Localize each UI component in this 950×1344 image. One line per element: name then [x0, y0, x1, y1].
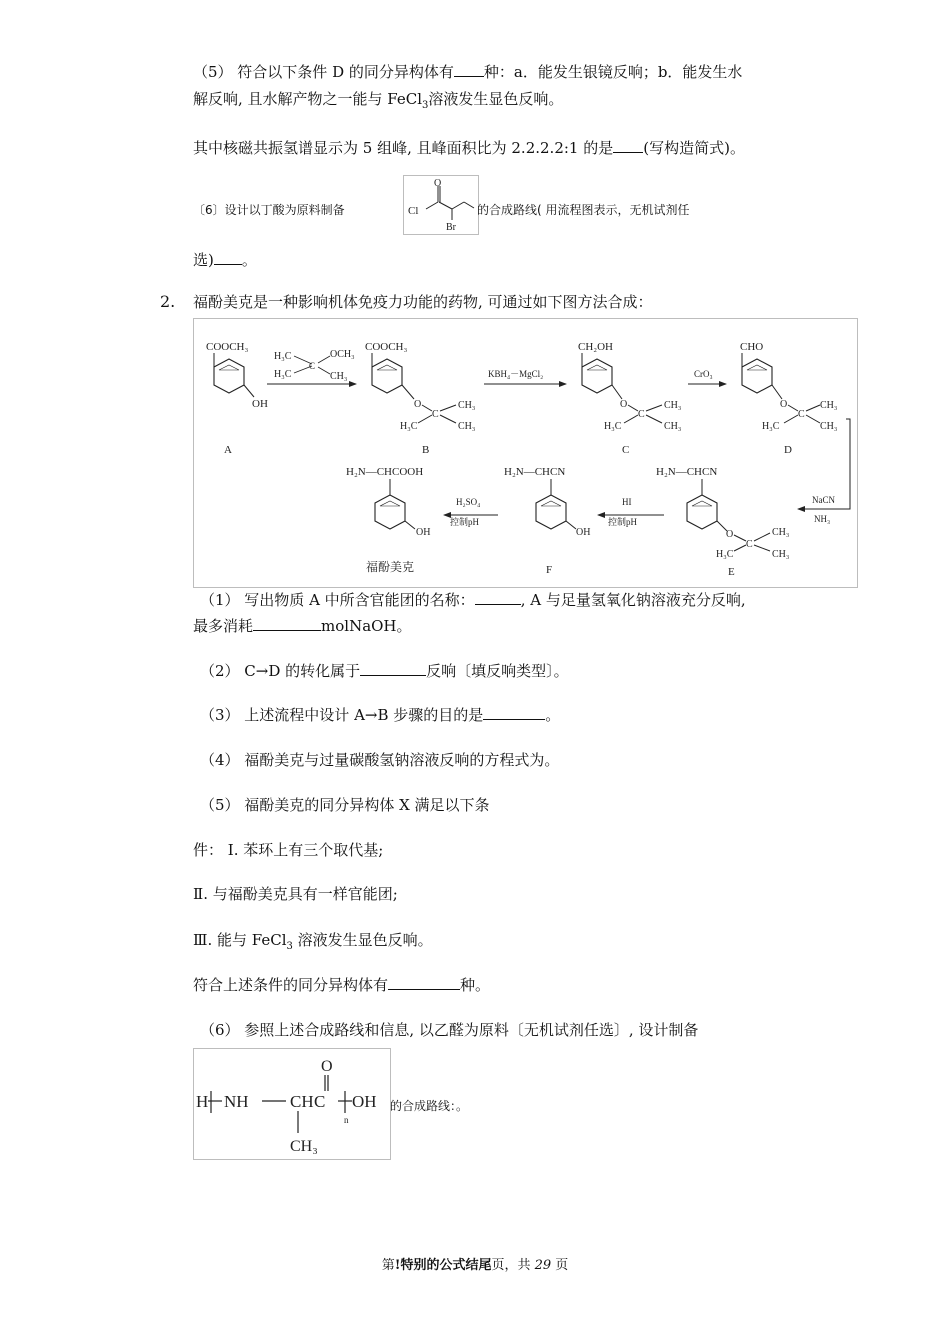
svg-text:控制pH: 控制pH [450, 517, 479, 527]
svg-text:OH: OH [576, 527, 591, 538]
svg-text:C: C [798, 409, 805, 420]
svg-text:CH₃: CH₃ [290, 1138, 318, 1155]
answer-blank[interactable] [388, 975, 460, 990]
problem-intro: 福酚美克是一种影响机体免疫力功能的药物, 可通过如下图方法合成： [193, 293, 653, 311]
svg-text:H₃C: H₃C [274, 369, 292, 380]
svg-text:CH₃: CH₃ [820, 400, 838, 411]
compound-b [365, 341, 475, 456]
compound-d [740, 341, 837, 456]
q5-condition-2: Ⅱ. 与福酚美克具有一样官能团; [193, 885, 398, 903]
svg-text:CrO₃: CrO₃ [694, 369, 713, 379]
q1-line-1: （1） 写出物质 A 中所含官能团的名称： , A 与足量氢氧化钠溶液充分反响, [200, 591, 746, 609]
page-footer: 第!特别的公式结尾页，共 29 页 [381, 1258, 569, 1273]
svg-text:CH₃: CH₃ [330, 371, 348, 382]
bromine-label: Br [446, 222, 456, 233]
svg-text:HI: HI [622, 497, 632, 507]
q3-line: （3） 上述流程中设计 A→B 步骤的目的是 。 [200, 706, 561, 724]
svg-text:O: O [414, 399, 422, 410]
svg-text:NH₃: NH₃ [814, 514, 831, 524]
svg-text:KBH₄－MgCl₂: KBH₄－MgCl₂ [488, 369, 544, 379]
svg-text:CH: CH [290, 1092, 314, 1111]
q5-line-3: 其中核磁共振氢谱显示为 5 组峰, 且峰面积比为 2.2.2.2:1 的是 (写构造简式)。 [193, 139, 745, 157]
answer-blank[interactable] [214, 250, 242, 265]
svg-text:NH: NH [224, 1092, 249, 1111]
svg-text:OH: OH [252, 398, 268, 410]
label-b: B [422, 444, 430, 456]
q6-line-2: 选) 。 [193, 251, 257, 269]
svg-text:CH₃: CH₃ [664, 400, 682, 411]
svg-text:OH: OH [416, 527, 431, 538]
svg-text:CH₂OH: CH₂OH [578, 341, 614, 353]
q2-line: （2） C→D 的转化属于 反响〔填反响类型〕。 [200, 662, 569, 680]
q5-line-1: （5） 符合以下条件 D 的同分异构体有 种：a．能发生银镜反响；b．能发生水 [193, 63, 743, 81]
svg-text:H: H [196, 1092, 209, 1111]
label-d: D [784, 444, 792, 456]
svg-text:C: C [746, 539, 753, 550]
q6-line: （6） 参照上述合成路线和信息, 以乙醛为原料〔无机试剂任选〕, 设计制备 [200, 1021, 699, 1039]
q6-tail-text: 的合成路线：。 [390, 1099, 469, 1113]
svg-text:O: O [780, 399, 788, 410]
svg-text:O: O [620, 399, 628, 410]
svg-text:H₂N—CHCOOH: H₂N—CHCOOH [346, 466, 424, 478]
svg-text:O: O [321, 1058, 333, 1075]
answer-blank[interactable] [454, 62, 484, 77]
svg-text:CH₃: CH₃ [772, 527, 790, 538]
svg-text:控制pH: 控制pH [608, 517, 637, 527]
label-c: C [622, 444, 630, 456]
label-product: 福酚美克 [366, 560, 415, 574]
svg-text:CH₃: CH₃ [772, 549, 790, 560]
svg-text:H₃C: H₃C [762, 421, 780, 432]
svg-text:C: C [314, 1092, 326, 1111]
svg-text:H₃C: H₃C [604, 421, 622, 432]
svg-text:H₂N—CHCN: H₂N—CHCN [504, 466, 566, 478]
svg-text:CH₃: CH₃ [820, 421, 838, 432]
compound-product [346, 466, 430, 574]
svg-text:n: n [344, 1115, 349, 1125]
q5-line-2: 解反响, 且水解产物之一能与 FeCl$_3$溶液发生显色反响。 [193, 90, 564, 111]
svg-text:COOCH₃: COOCH₃ [206, 341, 249, 353]
answer-blank[interactable] [253, 616, 321, 631]
q5-line: （5） 福酚美克的同分异构体 X 满足以下条 [200, 796, 490, 814]
svg-text:H₂SO₄: H₂SO₄ [456, 497, 481, 507]
oxygen-label: O [434, 178, 442, 189]
q5-conclusion: 符合上述条件的同分异构体有 种。 [193, 976, 491, 994]
label-e: E [728, 566, 735, 578]
svg-text:CH₃: CH₃ [458, 400, 476, 411]
svg-text:H₂N—CHCN: H₂N—CHCN [656, 466, 718, 478]
synthesis-scheme-svg [194, 319, 857, 587]
svg-text:C: C [432, 409, 439, 420]
compound-f [504, 466, 590, 576]
label-f: F [546, 564, 553, 576]
problem-number: 2. [160, 292, 176, 311]
svg-text:COOCH₃: COOCH₃ [365, 341, 408, 353]
svg-text:CHO: CHO [740, 341, 764, 353]
compound-e [656, 466, 789, 578]
q5-condition-1: 件： Ⅰ. 苯环上有三个取代基; [193, 841, 384, 859]
answer-blank[interactable] [613, 138, 643, 153]
svg-text:O: O [726, 529, 734, 540]
answer-blank[interactable] [475, 590, 521, 605]
q6-top-right-text: 的合成路线( 用流程图表示，无机试剂任 [477, 203, 690, 217]
compound-c [578, 341, 681, 456]
label-a: A [224, 444, 232, 456]
chlorine-label: Cl [408, 205, 419, 217]
answer-blank[interactable] [483, 705, 545, 720]
svg-text:NaCN: NaCN [812, 495, 835, 505]
acyl-chloride-structure [403, 175, 479, 235]
svg-text:CH₃: CH₃ [664, 421, 682, 432]
q4-line: （4） 福酚美克与过量碳酸氢钠溶液反响的方程式为。 [200, 751, 560, 769]
svg-text:H₃C: H₃C [716, 549, 734, 560]
answer-blank[interactable] [360, 661, 426, 676]
svg-text:OH: OH [352, 1092, 377, 1111]
polymer-svg [194, 1049, 390, 1159]
polymer-structure [193, 1048, 391, 1160]
svg-text:H₃C: H₃C [274, 351, 292, 362]
svg-text:C: C [309, 361, 316, 371]
q1-line-2: 最多消耗 molNaOH。 [193, 617, 412, 635]
svg-text:H₃C: H₃C [400, 421, 418, 432]
acyl-chloride-svg [404, 176, 478, 234]
svg-text:OCH₃: OCH₃ [330, 349, 355, 360]
svg-text:CH₃: CH₃ [458, 421, 476, 432]
q5-condition-3: Ⅲ. 能与 FeCl$_3$ 溶液发生显色反响。 [193, 931, 433, 952]
svg-text:C: C [638, 409, 645, 420]
compound-a [206, 341, 268, 456]
q6-top-left-text: 〔6〕设计以丁酸为原料制备 [193, 203, 345, 217]
synthesis-scheme [193, 318, 858, 588]
